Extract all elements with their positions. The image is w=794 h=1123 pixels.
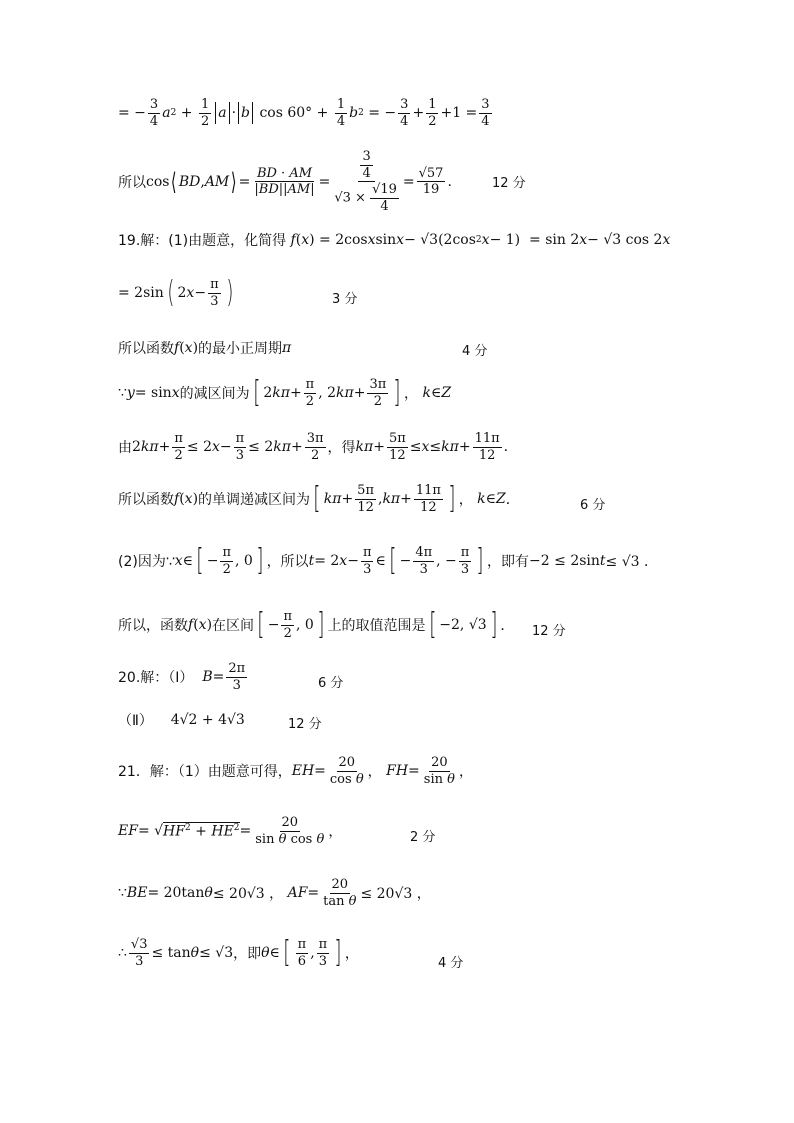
score-4b: 4 分: [438, 956, 464, 971]
q19-line-2: = 2sin ( 2 x − $\frac{\pi}{3}$ ): [118, 275, 233, 311]
q21-line-3: ∵ BE = 20tan θ ≤ 20√3 ， AF = $\frac{20}{\text{tan θ}}$ ≤ 20√3 ，: [118, 877, 431, 909]
q19-line-1: 19.解： (1)由题意，化简得 f ( x ) = 2cos x sin x − √3 (2cos 2 x − 1) = sin 2 x − √3 cos 2 x: [118, 232, 671, 249]
q19-line-4: ∵ y = sin x 的减区间为 [ 2 kπ + $\frac{\pi}{2}$ , 2 kπ + $\frac{3\pi}{2}$ ] ， k ∈ Z: [118, 375, 452, 411]
equation-line-2: 所以 cos ⟨ BD , AM ⟩ = $\frac{BD \cdot AM}{|BD||AM|}$ = $\frac{3}{4}$ √3 × $\frac{√19}{4}$ = $\frac{√57}{19}$ .: [118, 149, 452, 214]
score-6b: 6 分: [318, 676, 344, 691]
score-12c: 12 分: [288, 717, 322, 732]
q19-line-7: (2)因为∵ x ∈ [ − $\frac{\pi}{2}$ , 0 ] ，所以 t = 2 x − $\frac{\pi}{3}$ ∈ [ − $\frac{4\pi}{3}$ , − $\frac{\pi}{3}$ ] ，即有 −2 ≤ 2sin t ≤ √3 ．: [118, 543, 659, 579]
equation-line-1: = − $\frac{3}{4}$ a 2 + $\frac{1}{2}$ a · b cos 60° + $\frac{1}{4}$ b 2 = − $\frac{3}{4}$ + $\frac{1}{2}$ +1 = $\frac{3}{4}$: [118, 97, 490, 129]
q20-line-2: （Ⅱ） 4√2 + 4√3: [118, 712, 245, 729]
q21-line-4: ∴ $\frac{√3}{3}$ ≤ tan θ ≤ √3 ，即 θ ∈ [ $\frac{\pi}{6}$ , $\frac{\pi}{3}$ ] ，: [118, 935, 359, 971]
q20-line-1: 20.解：（Ⅰ） B = $\frac{2\pi}{3}$: [118, 661, 246, 693]
score-12a: 12 分: [492, 176, 526, 191]
q19-line-8: 所以，函数 f ( x ) 在区间 [ − $\frac{\pi}{2}$ , 0 ] 上的取值范围是 [ −2, √3 ] ．: [118, 607, 515, 643]
score-6a: 6 分: [580, 498, 606, 513]
score-4a: 4 分: [462, 344, 488, 359]
score-12b: 12 分: [532, 624, 566, 639]
q19-line-3: 所以函数 f ( x ) 的最小正周期 π: [118, 340, 292, 357]
q19-line-6: 所以函数 f ( x ) 的单调递减区间为 [ kπ + $\frac{5\pi}{12}$ , kπ + $\frac{11\pi}{12}$ ] ， k ∈ Z ．: [118, 481, 520, 517]
q19-line-5: 由 2 kπ + $\frac{\pi}{2}$ ≤ 2 x − $\frac{\pi}{3}$ ≤ 2 kπ + $\frac{3\pi}{2}$ ，得 kπ + $\frac{5\pi}{12}$ ≤ x ≤ kπ + $\frac{11\pi}{12}$ .: [118, 431, 509, 463]
q21-line-1: 21．解：（1）由题意可得， EH = $\frac{20}{\text{cos θ}}$ ， FH = $\frac{20}{\text{sin θ}}$ ，: [118, 755, 473, 787]
score-2: 2 分: [410, 830, 436, 845]
q21-line-2: EF = √ $HF^2 + HE^2$ = $\frac{20}{\text{sin θ cos θ}}$ ，: [118, 815, 343, 847]
score-3: 3 分: [332, 292, 358, 307]
